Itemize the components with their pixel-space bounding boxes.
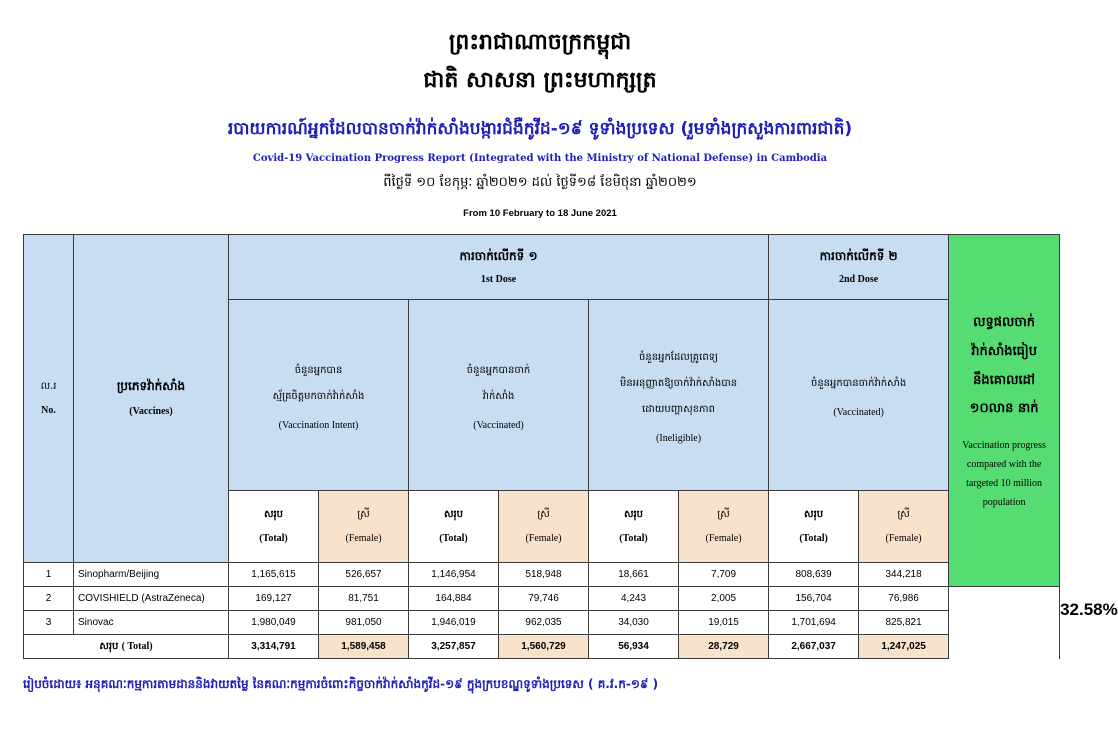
vacc1-en: (Vaccinated): [473, 420, 524, 431]
row-inel-total: 34,030: [589, 611, 679, 635]
row-inel-total: 4,243: [589, 587, 679, 611]
female-km: ស្រី: [537, 508, 550, 520]
row-d2-female: 344,218: [859, 563, 949, 587]
vaccinated1-header: [409, 300, 589, 491]
total-km: សរុប: [263, 508, 284, 520]
inel-km-line3: ដោយបញ្ហាសុខភាព: [642, 404, 715, 415]
ineligible-header: [589, 300, 769, 491]
female-km: ស្រី: [357, 508, 370, 520]
sum-inel-total: 56,934: [589, 635, 679, 659]
report-title-khmer: របាយការណ៍អ្នកដែលបានចាក់វ៉ាក់សាំងបង្ការជំងឺកូវីដ-១៩ ទូទាំងប្រទេស (រួមទាំងក្រសួងការពារជាតិ): [227, 119, 853, 139]
dose2-header-km: ការចាក់លើកទី ២: [819, 248, 898, 263]
intent-header: [229, 300, 409, 491]
row-vaccine: COVISHIELD (AstraZeneca): [74, 587, 229, 611]
sum-inel-female: 28,729: [679, 635, 769, 659]
sum-label-cell: [24, 635, 229, 659]
vacc2-km: ចំនួនអ្នកបានចាក់វ៉ាក់សាំង: [810, 378, 907, 389]
female-en: (Female): [705, 532, 742, 544]
row-inel-female: 2,005: [679, 587, 769, 611]
row-d2-total: 1,701,694: [769, 611, 859, 635]
sum-d2-total: 2,667,037: [769, 635, 859, 659]
target-header: [949, 235, 1060, 587]
row-intent-female: 526,657: [319, 563, 409, 587]
row-d2-female: 76,986: [859, 587, 949, 611]
female-en: (Female): [345, 532, 382, 544]
row-d2-total: 808,639: [769, 563, 859, 587]
row-vaccine: Sinopharm/Beijing: [74, 563, 229, 587]
no-header-cell: [24, 235, 74, 563]
national-motto: ជាតិ សាសនា ព្រះមហាក្សត្រ: [423, 67, 657, 93]
intent-female-header: [319, 491, 409, 563]
sum-label-en: ( Total): [121, 640, 153, 652]
report-title-english: Covid-19 Vaccination Progress Report (Integrated with the Ministry of National Defense) in Cambodia: [252, 153, 828, 164]
d1-total-header: [409, 491, 499, 563]
intent-en: (Vaccination Intent): [278, 420, 359, 431]
row-inel-female: 7,709: [679, 563, 769, 587]
row-d1-female: 962,035: [499, 611, 589, 635]
dose1-header: [229, 235, 769, 300]
row-d2-total: 156,704: [769, 587, 859, 611]
inel-en: (Ineligible): [656, 433, 702, 444]
d1-female-header: [499, 491, 589, 563]
d2-total-header: [769, 491, 859, 563]
total-km: សរុប: [804, 508, 824, 520]
row-vaccine: Sinovac: [74, 611, 229, 635]
row-intent-female: 981,050: [319, 611, 409, 635]
report-date-khmer: ពីថ្ងៃទី ១០ ខែកុម្ភៈ ឆ្នាំ២០២១ ដល់ ថ្ងៃទី១៨ ខែមិថុនា ឆ្នាំ២០២១: [383, 175, 697, 190]
row-no: 3: [24, 611, 74, 635]
vaccine-header-en: (Vaccines): [129, 406, 173, 417]
dose1-header-km: ការចាក់លើកទី ១: [459, 248, 538, 263]
inel-km-line2: មិនអនុញ្ញាតឱ្យចាក់វ៉ាក់សាំងបាន: [620, 378, 738, 389]
target-km-line2: វ៉ាក់សាំងធៀប: [971, 343, 1037, 359]
sum-d2-female: 1,247,025: [859, 635, 949, 659]
inel-female-header: [679, 491, 769, 563]
d2-female-header: [859, 491, 949, 563]
target-km-line3: នឹងគោលដៅ: [973, 372, 1036, 388]
total-en: (Total): [439, 532, 468, 544]
vaccinated2-header: [769, 300, 949, 491]
vaccination-table: [23, 234, 1118, 659]
dose2-header: [769, 235, 949, 300]
inel-km-line1: ចំនួនអ្នកដែលគ្រូពេទ្យ: [639, 352, 719, 363]
dose1-header-en: 1st Dose: [480, 273, 517, 285]
sum-label-km: សរុប: [99, 640, 119, 652]
row-no: 1: [24, 563, 74, 587]
target-km-line1: លទ្ធផលចាក់: [973, 315, 1036, 331]
vaccine-header-cell: [74, 235, 229, 563]
report-date-english: From 10 February to 18 June 2021: [463, 208, 617, 219]
vacc1-km-line1: ចំនួនអ្នកបានចាក់: [466, 365, 531, 376]
row-intent-female: 81,751: [319, 587, 409, 611]
target-en: Vaccination progress compared with the targeted 10 million population: [962, 439, 1046, 508]
total-en: (Total): [619, 532, 648, 544]
row-no: 2: [24, 587, 74, 611]
row-intent-total: 169,127: [229, 587, 319, 611]
row-d1-female: 518,948: [499, 563, 589, 587]
sum-d1-female: 1,560,729: [499, 635, 589, 659]
no-header-en: No.: [41, 404, 56, 416]
row-d2-female: 825,821: [859, 611, 949, 635]
kingdom-title: ព្រះរាជាណាចក្រកម្ពុជា: [448, 29, 632, 55]
row-d1-total: 1,946,019: [409, 611, 499, 635]
vacc1-km-line2: វ៉ាក់សាំង: [482, 391, 515, 402]
total-en: (Total): [799, 532, 828, 544]
vaccine-header-km: ប្រភេទវ៉ាក់សាំង: [116, 379, 186, 393]
intent-total-header: [229, 491, 319, 563]
female-km: ស្រី: [897, 508, 910, 520]
sum-intent-total: 3,314,791: [229, 635, 319, 659]
dose2-header-en: 2nd Dose: [838, 273, 879, 285]
row-inel-total: 18,661: [589, 563, 679, 587]
row-d1-female: 79,746: [499, 587, 589, 611]
sum-intent-female: 1,589,458: [319, 635, 409, 659]
female-km: ស្រី: [717, 508, 730, 520]
total-km: សរុប: [443, 508, 464, 520]
vaccination-percentage: 32.58%: [1060, 600, 1118, 620]
female-en: (Female): [885, 532, 922, 544]
row-d1-total: 164,884: [409, 587, 499, 611]
target-km-line4: ១០លាន នាក់: [969, 401, 1039, 417]
female-en: (Female): [525, 532, 562, 544]
total-en: (Total): [259, 532, 288, 544]
sum-d1-total: 3,257,857: [409, 635, 499, 659]
vacc2-en: (Vaccinated): [833, 407, 884, 418]
prepared-by-footer: រៀបចំដោយ៖ អនុគណៈកម្មការតាមដាននិងវាយតម្លៃ នៃគណៈកម្មការចំពោះកិច្ចចាក់វ៉ាក់សាំងកូវីដ-១៩ ក្នុងក្របខណ្ឌទូទាំងប្រទេស ( គ.វ.ក-១៩ ): [23, 677, 659, 691]
row-intent-total: 1,980,049: [229, 611, 319, 635]
intent-km-line1: ចំនួនអ្នកបាន: [294, 365, 343, 376]
inel-total-header: [589, 491, 679, 563]
total-km: សរុប: [623, 508, 644, 520]
intent-km-line2: ស្ម័គ្រចិត្តមកចាក់វ៉ាក់សាំង: [272, 391, 365, 402]
row-intent-total: 1,165,615: [229, 563, 319, 587]
row-d1-total: 1,146,954: [409, 563, 499, 587]
row-inel-female: 19,015: [679, 611, 769, 635]
no-header-km: ល.រ: [40, 380, 57, 392]
